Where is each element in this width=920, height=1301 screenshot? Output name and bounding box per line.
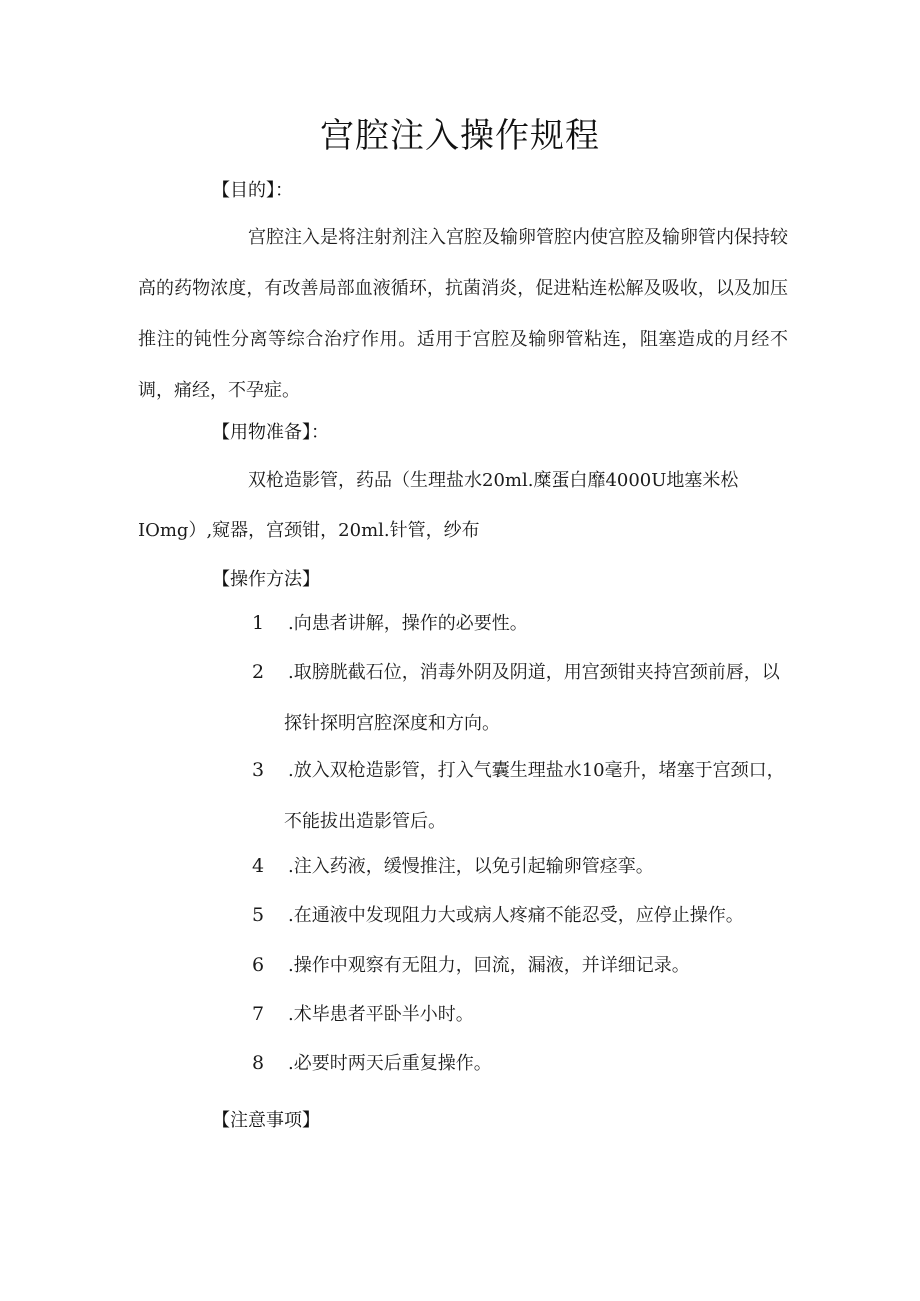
- step-text: .在通液中发现阻力大或病人疼痛不能忍受，应停止操作。: [288, 905, 744, 926]
- notes-heading: 【注意事项】: [212, 1110, 320, 1131]
- step-1: [252, 598, 792, 649]
- step-8: [252, 1038, 792, 1089]
- step-number: 7: [252, 1003, 265, 1025]
- step-continuation: 探针探明宫腔深度和方向。: [284, 713, 500, 734]
- step-4: [252, 841, 792, 892]
- purpose-heading: 【目的】：: [212, 180, 293, 201]
- step-number: 2: [252, 661, 265, 683]
- step-7: [252, 989, 792, 1040]
- materials-heading: 【用物准备】：: [212, 422, 329, 443]
- step-number: 1: [252, 612, 265, 634]
- step-3: [252, 745, 792, 847]
- step-text: .注入药液，缓慢推注，以免引起输卵管痉挛。: [288, 856, 654, 877]
- step-number: 6: [252, 954, 265, 976]
- method-heading: 【操作方法】: [212, 569, 320, 590]
- purpose-paragraph: 宫腔注入是将注射剂注入宫腔及输卵管腔内使宫腔及输卵管内保持较高的药物浓度，有改善局部血液循环，抗菌消炎，促进粘连松解及吸收，以及加压推注的钝性分离等综合治疗作用。适用于宫腔及输卵管粘连，阻塞造成的月经不调，痛经，不孕症。: [138, 227, 788, 401]
- step-2: [252, 647, 792, 749]
- step-number: 8: [252, 1052, 265, 1074]
- step-text: .必要时两天后重复操作。: [288, 1053, 492, 1074]
- step-text: .操作中观察有无阻力，回流，漏液，并详细记录。: [288, 955, 690, 976]
- step-text: .向患者讲解，操作的必要性。: [288, 613, 528, 634]
- step-text: .放入双枪造影管，打入气囊生理盐水10毫升，堵塞于宫颈口，: [288, 760, 785, 781]
- step-number: 5: [252, 904, 265, 926]
- step-continuation: 不能拔出造影管后。: [284, 811, 446, 832]
- step-5: [252, 890, 792, 941]
- step-6: [252, 940, 792, 991]
- document-title: 宫腔注入操作规程: [320, 116, 600, 156]
- step-text: .取膀胱截石位，消毒外阴及阴道，用宫颈钳夹持宫颈前唇，以: [288, 662, 780, 683]
- step-text: .术毕患者平卧半小时。: [288, 1004, 474, 1025]
- materials-line-1: 双枪造影管，药品（生理盐水20ml.糜蛋白靡4000U地塞米松: [248, 470, 739, 491]
- step-number: 3: [252, 759, 265, 781]
- materials-line-2: IOmg）,窥器，宫颈钳，20ml.针管，纱布: [138, 520, 480, 541]
- step-number: 4: [252, 855, 265, 877]
